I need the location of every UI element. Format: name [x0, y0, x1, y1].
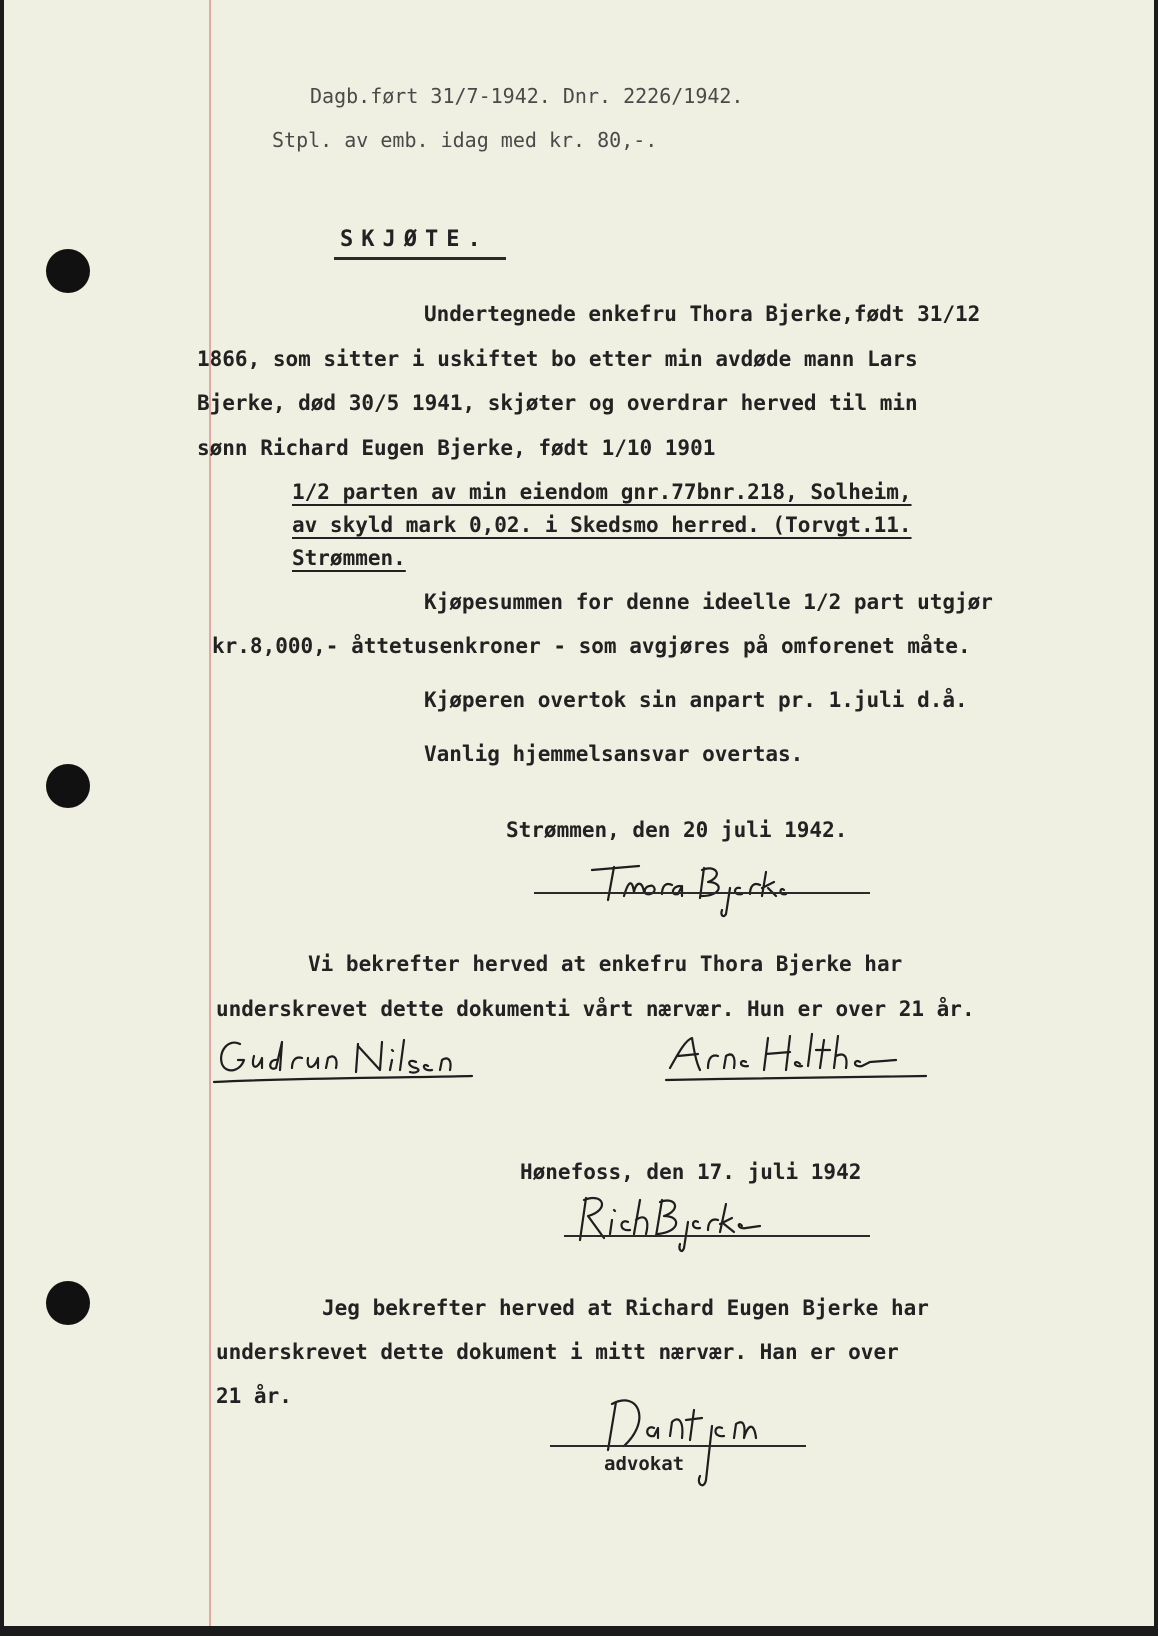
- body-line: kr.8,000,- åttetusenkroner - som avgjøres på omforenet måte.: [212, 634, 971, 658]
- witness-line: underskrevet dette dokumenti vårt nærvær. Hun er over 21 år.: [216, 997, 975, 1021]
- punch-hole: [46, 1281, 90, 1325]
- lawyer-line: 21 år.: [216, 1384, 292, 1408]
- punch-hole: [46, 764, 90, 808]
- property-line: Strømmen.: [292, 546, 406, 570]
- witness-line: Vi bekrefter herved at enkefru Thora Bjerke har: [308, 952, 903, 976]
- buyer-signature-line: [564, 1235, 870, 1237]
- punch-hole: [46, 249, 90, 293]
- body-line: Kjøpesummen for denne ideelle 1/2 part utgjør: [424, 590, 993, 614]
- stamp-line: Stpl. av emb. idag med kr. 80,-.: [272, 128, 658, 152]
- body-line: Bjerke, død 30/5 1941, skjøter og overdrar herved til min: [197, 391, 918, 415]
- lawyer-line: underskrevet dette dokument i mitt nærvær. Han er over: [216, 1340, 899, 1364]
- lawyer-signature: [594, 1380, 794, 1500]
- title-underline: [334, 257, 506, 260]
- lawyer-title: advokat: [604, 1453, 685, 1475]
- lawyer-signature-line: [550, 1445, 806, 1447]
- seller-place-date: Strømmen, den 20 juli 1942.: [506, 818, 848, 842]
- document-sheet: [4, 0, 1154, 1626]
- seller-signature-line: [534, 892, 870, 894]
- body-line: Undertegnede enkefru Thora Bjerke,født 31/12: [424, 302, 981, 326]
- body-line: 1866, som sitter i uskiftet bo etter min avdøde mann Lars: [197, 347, 918, 371]
- witness-signature-right: [664, 1026, 934, 1088]
- witness-signature-left: [210, 1030, 480, 1092]
- lawyer-line: Jeg bekrefter herved at Richard Eugen Bjerke har: [322, 1296, 929, 1320]
- property-line: av skyld mark 0,02. i Skedsmo herred. (Torvgt.11.: [292, 513, 912, 537]
- buyer-signature: [570, 1186, 800, 1256]
- body-line: sønn Richard Eugen Bjerke, født 1/10 1901: [197, 436, 716, 460]
- journal-line: Dagb.ført 31/7-1942. Dnr. 2226/1942.: [310, 84, 744, 108]
- seller-signature: [584, 852, 844, 922]
- body-line: Kjøperen overtok sin anpart pr. 1.juli d.å.: [424, 688, 968, 712]
- document-title: SKJØTE.: [340, 227, 489, 252]
- buyer-place-date: Hønefoss, den 17. juli 1942: [520, 1160, 862, 1184]
- margin-line: [209, 0, 211, 1626]
- body-line: Vanlig hjemmelsansvar overtas.: [424, 742, 804, 766]
- property-line: 1/2 parten av min eiendom gnr.77bnr.218, Solheim,: [292, 480, 912, 504]
